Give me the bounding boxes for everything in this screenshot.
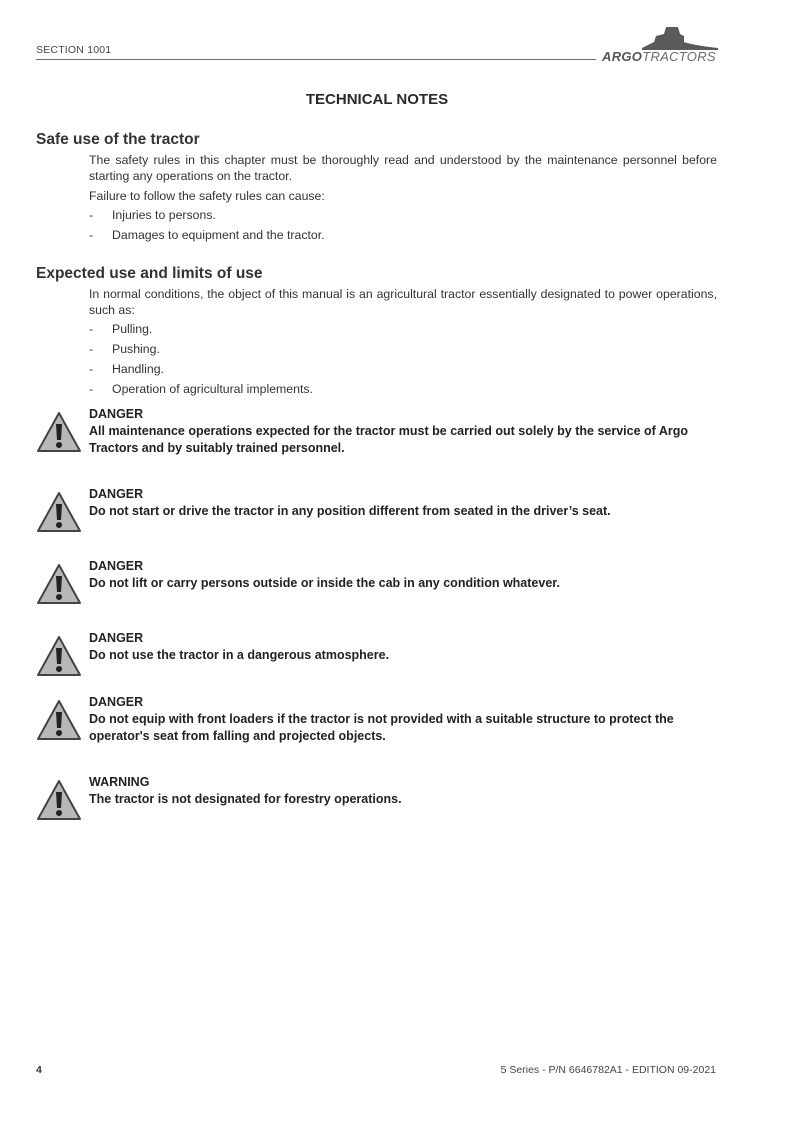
section-label: SECTION 1001 xyxy=(36,44,112,56)
safe-use-failure-text: Failure to follow the safety rules can cause: xyxy=(89,189,325,203)
argo-tractors-logo xyxy=(600,24,722,66)
list-item: - Pulling. xyxy=(89,322,153,336)
warning-triangle-icon xyxy=(36,635,82,677)
notice-text: All maintenance operations expected for the tractor must be carried out solely by the service of Argo Tractors and by suitably trained personnel. xyxy=(89,424,688,455)
notice-type: DANGER xyxy=(89,631,144,645)
safe-use-paragraph: The safety rules in this chapter must be thoroughly read and understood by the maintenance personnel before starting any operations on the tractor. xyxy=(89,153,717,183)
notice-text: Do not use the tractor in a dangerous atmosphere. xyxy=(89,648,390,662)
list-item: - Damages to equipment and the tractor. xyxy=(89,228,325,242)
warning-triangle-icon xyxy=(36,779,82,821)
notice-text: Do not start or drive the tractor in any position different from seated in the driver’s seat. xyxy=(89,504,611,518)
list-item: - Handling. xyxy=(89,362,164,376)
notice-text: Do not equip with front loaders if the tractor is not provided with a suitable structure to protect the operator's seat from falling and projected objects. xyxy=(89,712,674,743)
warning-triangle-icon xyxy=(36,563,82,605)
list-item: - Pushing. xyxy=(89,342,160,356)
logo-text: ARGOTRACTORS xyxy=(602,49,716,64)
notice-type: WARNING xyxy=(89,775,150,789)
list-item: - Operation of agricultural implements. xyxy=(89,382,313,396)
page-number: 4 xyxy=(36,1064,42,1076)
list-item: - Injuries to persons. xyxy=(89,208,216,222)
warning-triangle-icon xyxy=(36,411,82,453)
notice-type: DANGER xyxy=(89,559,144,573)
notice-text: The tractor is not designated for forestry operations. xyxy=(89,792,402,806)
safe-use-heading: Safe use of the tractor xyxy=(36,131,200,148)
notice-type: DANGER xyxy=(89,695,144,709)
expected-use-heading: Expected use and limits of use xyxy=(36,265,263,282)
tractor-silhouette-icon xyxy=(640,24,720,52)
header-rule xyxy=(36,59,596,60)
notice-type: DANGER xyxy=(89,487,144,501)
notice-type: DANGER xyxy=(89,407,144,421)
warning-triangle-icon xyxy=(36,491,82,533)
notice-text: Do not lift or carry persons outside or inside the cab in any condition whatever. xyxy=(89,576,560,590)
warning-triangle-icon xyxy=(36,699,82,741)
page-title: TECHNICAL NOTES xyxy=(305,91,449,108)
expected-use-paragraph: In normal conditions, the object of this manual is an agricultural tractor essentially designated to power operations, such as: xyxy=(89,287,717,317)
document-reference: 5 Series - P/N 6646782A1 - EDITION 09-2021 xyxy=(500,1064,716,1076)
